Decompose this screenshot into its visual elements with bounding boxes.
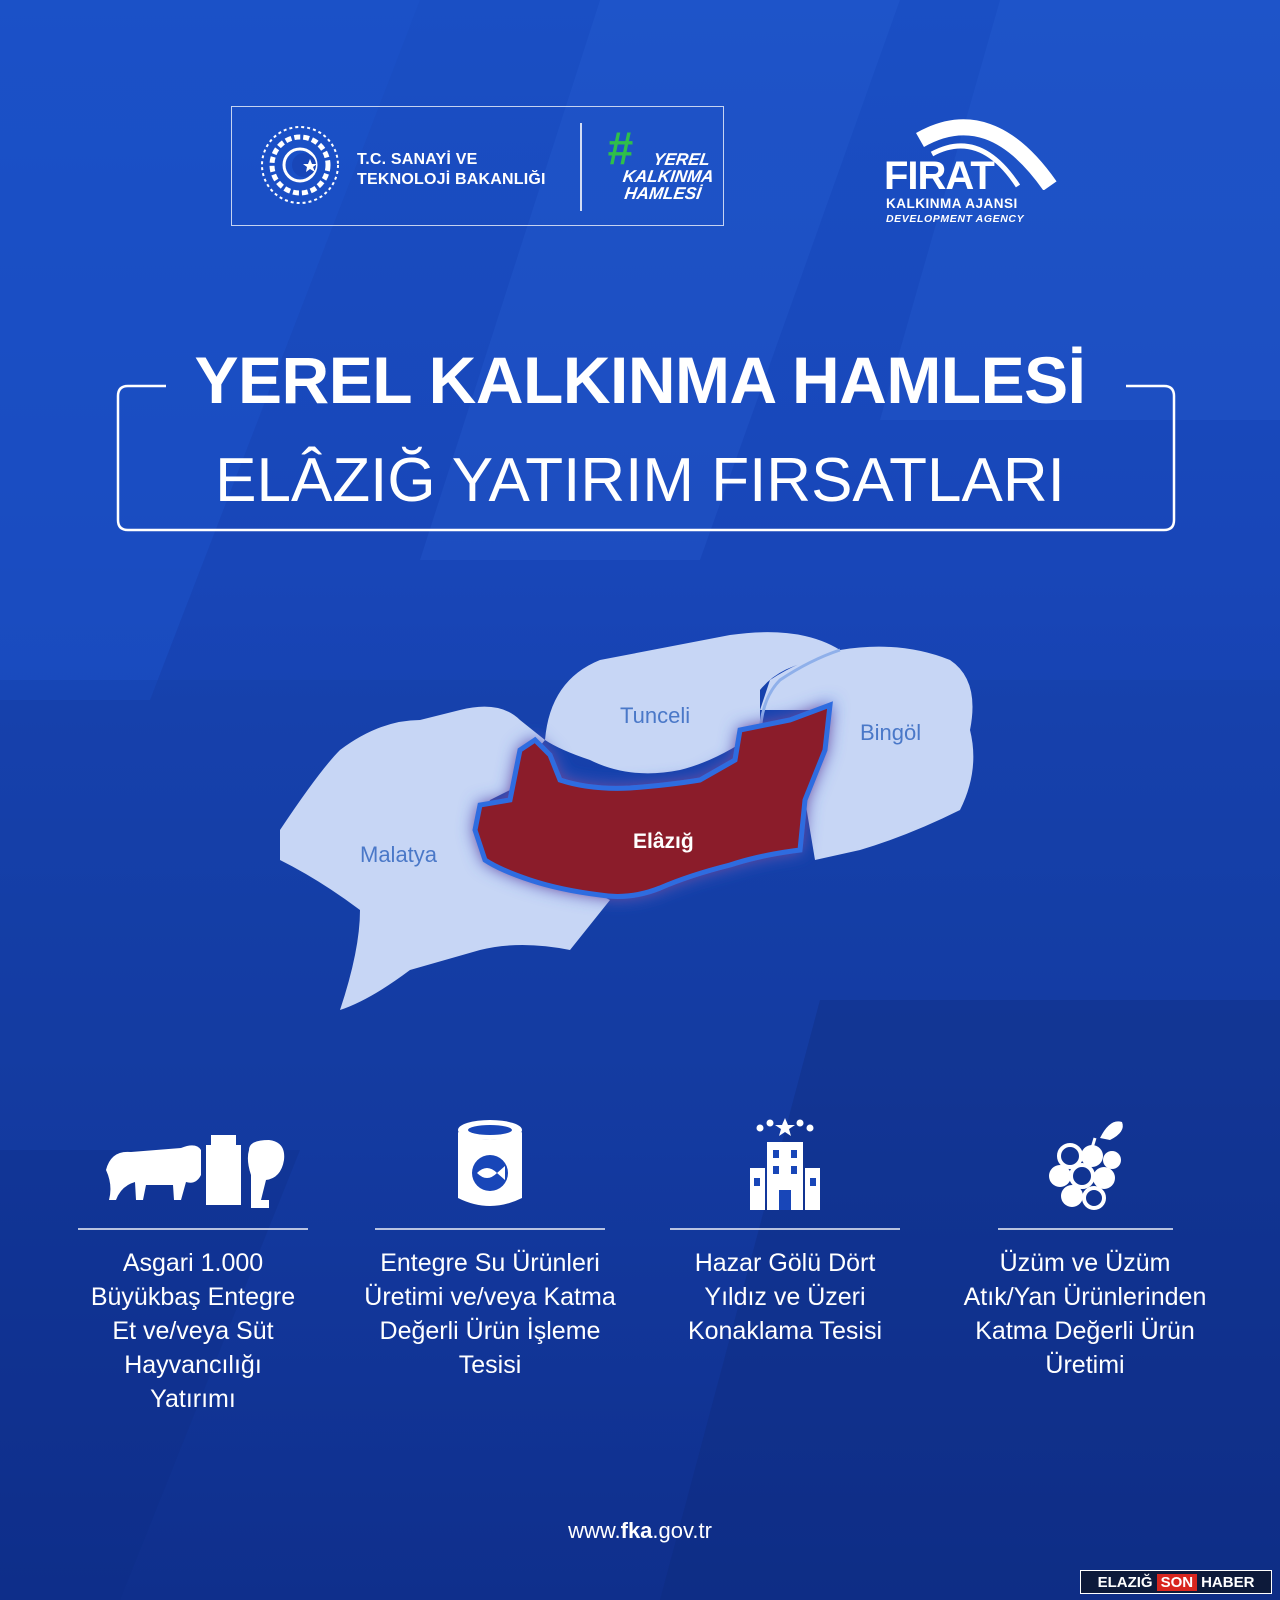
card-line: Konaklama Tesisi <box>687 1317 883 1345</box>
card-divider <box>375 1228 605 1230</box>
card-line: Üretimi ve/veya Katma <box>364 1283 616 1311</box>
card-line: Üzüm ve Üzüm <box>999 1249 1171 1277</box>
badge-part2: SON <box>1157 1574 1198 1591</box>
livestock-icon <box>68 1110 318 1210</box>
hashtag-logo <box>607 122 715 215</box>
ministry-line1: T.C. SANAYİ VE <box>357 151 478 168</box>
website-link[interactable] <box>0 1518 1280 1544</box>
card-divider <box>998 1228 1173 1230</box>
hashtag-text <box>619 151 717 202</box>
website-suffix: .gov.tr <box>652 1518 712 1543</box>
card-line: Entegre Su Ürünleri <box>380 1249 600 1277</box>
card-line: Atık/Yan Ürünlerinden <box>963 1283 1207 1311</box>
card-line: Tesisi <box>458 1351 522 1379</box>
card-description <box>940 1246 1230 1382</box>
label-elazig: Elâzığ <box>633 830 694 853</box>
page-title: YEREL KALKINMA HAMLESİ <box>194 343 1086 417</box>
card-divider <box>670 1228 900 1230</box>
agency-subtitle-en: DEVELOPMENT AGENCY <box>886 213 1025 225</box>
card-line: Üretimi <box>1045 1351 1125 1379</box>
card-description <box>68 1246 318 1416</box>
news-badge <box>1080 1570 1272 1594</box>
card-divider <box>78 1228 308 1230</box>
label-malatya: Malatya <box>360 842 438 867</box>
card-hotel <box>665 1110 905 1348</box>
investment-cards <box>0 1110 1280 1413</box>
card-line: Yıldız ve Üzeri <box>704 1283 866 1311</box>
hotel-icon <box>665 1110 905 1210</box>
card-grapes <box>940 1110 1230 1382</box>
card-livestock <box>68 1110 318 1416</box>
card-line: Katma Değerli Ürün <box>975 1317 1195 1345</box>
badge-part3: HABER <box>1201 1573 1255 1591</box>
card-line: Hayvancılığı <box>124 1351 262 1379</box>
website-domain: fka <box>620 1518 653 1543</box>
card-description <box>665 1246 905 1348</box>
ministry-line2: TEKNOLOJİ BAKANLIĞI <box>357 171 546 188</box>
ministry-name <box>357 150 567 190</box>
card-fish <box>340 1110 640 1382</box>
agency-name: FIRAT <box>884 154 994 198</box>
grapes-icon <box>940 1110 1230 1210</box>
header-logo-box <box>231 106 724 226</box>
card-description <box>340 1246 640 1382</box>
card-line: Hazar Gölü Dört <box>694 1249 876 1277</box>
label-tunceli: Tunceli <box>620 703 691 728</box>
fish-can-icon <box>340 1110 640 1210</box>
header-divider <box>580 123 582 211</box>
badge-part1: ELAZIĞ <box>1097 1573 1153 1591</box>
card-line: Büyükbaş Entegre <box>90 1283 296 1311</box>
card-line: Asgari 1.000 <box>122 1249 264 1277</box>
card-line: Değerli Ürün İşleme <box>379 1317 601 1345</box>
card-line: Et ve/veya Süt <box>112 1317 274 1345</box>
region-map <box>260 620 1020 1040</box>
hashtag-line2: KALKINMA <box>621 167 715 186</box>
page-subtitle: ELÂZIĞ YATIRIM FIRSATLARI <box>215 446 1065 515</box>
hashtag-line1: YEREL <box>652 150 712 169</box>
ministry-emblem-icon <box>258 123 342 207</box>
firat-agency-logo <box>880 110 1055 230</box>
hashtag-line3: HAMLESİ <box>623 184 703 203</box>
hashtag-icon: # <box>607 122 633 174</box>
website-prefix: www. <box>568 1518 621 1543</box>
agency-subtitle: KALKINMA AJANSI <box>886 196 1018 211</box>
label-bingol: Bingöl <box>860 720 922 745</box>
card-line: Yatırımı <box>150 1385 236 1413</box>
